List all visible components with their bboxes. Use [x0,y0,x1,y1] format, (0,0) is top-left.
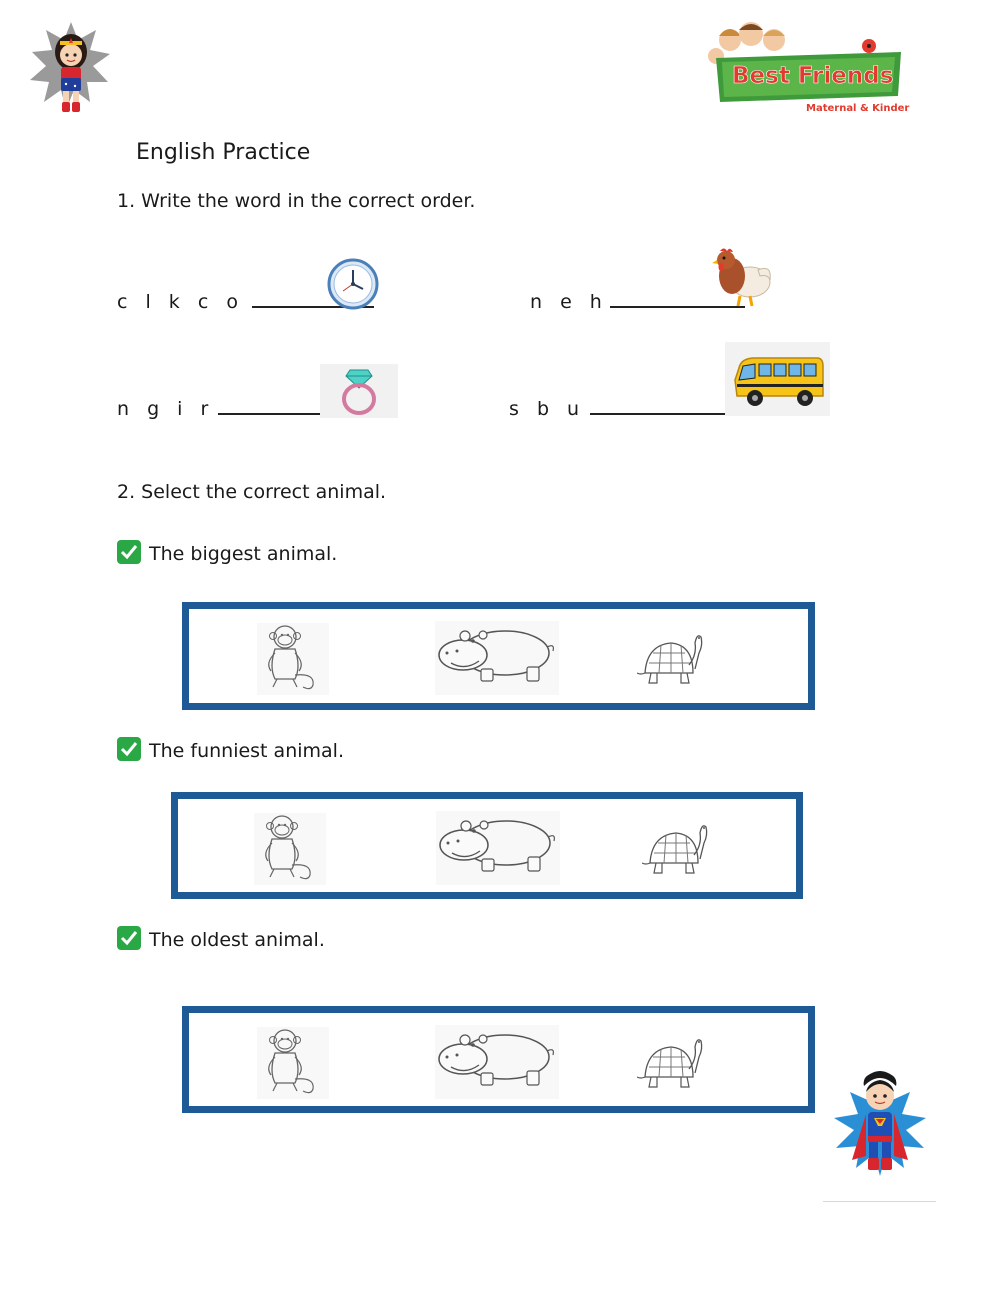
scramble-item-bus [509,398,752,420]
question-biggest [117,540,337,565]
turtle-option[interactable] [637,629,709,691]
bus-icon [725,342,830,416]
question-text: The funniest animal. [149,740,344,762]
scramble-letters: n g i r [117,398,215,420]
hippo-option[interactable] [436,811,560,885]
scramble-item-ring [117,398,352,420]
scramble-letters: c l k c o [117,291,244,313]
monkey-option[interactable] [257,623,329,695]
hippo-option[interactable] [435,1025,559,1099]
hen-icon [712,244,774,312]
clock-icon [327,258,379,310]
hippo-option[interactable] [435,621,559,695]
wonder-woman-icon [30,22,112,117]
check-mark-icon [117,926,141,950]
turtle-option[interactable] [637,1033,709,1095]
question-oldest [117,926,325,951]
question-text: The biggest animal. [149,543,338,565]
section2-heading: 2. Select the correct animal. [117,481,387,503]
logo-brand-text: Best Friends [732,63,894,89]
answer-box-biggest [182,602,815,710]
page-title: English Practice [136,140,311,165]
monkey-option[interactable] [254,813,326,885]
logo-subtitle-text: Maternal & Kinder [806,103,910,114]
ring-icon [320,364,398,418]
check-mark-icon [117,540,141,564]
scramble-letters: s b u [509,398,586,420]
answer-box-oldest [182,1006,815,1113]
turtle-option[interactable] [642,819,714,881]
superman-icon [830,1068,930,1186]
footer-divider [823,1201,936,1202]
question-funniest [117,737,344,762]
best-friends-logo [706,18,910,118]
section1-heading: 1. Write the word in the correct order. [117,190,476,212]
question-text: The oldest animal. [149,929,325,951]
monkey-option[interactable] [257,1027,329,1099]
scramble-letters: n e h [530,291,608,313]
check-mark-icon [117,737,141,761]
answer-box-funniest [171,792,803,899]
